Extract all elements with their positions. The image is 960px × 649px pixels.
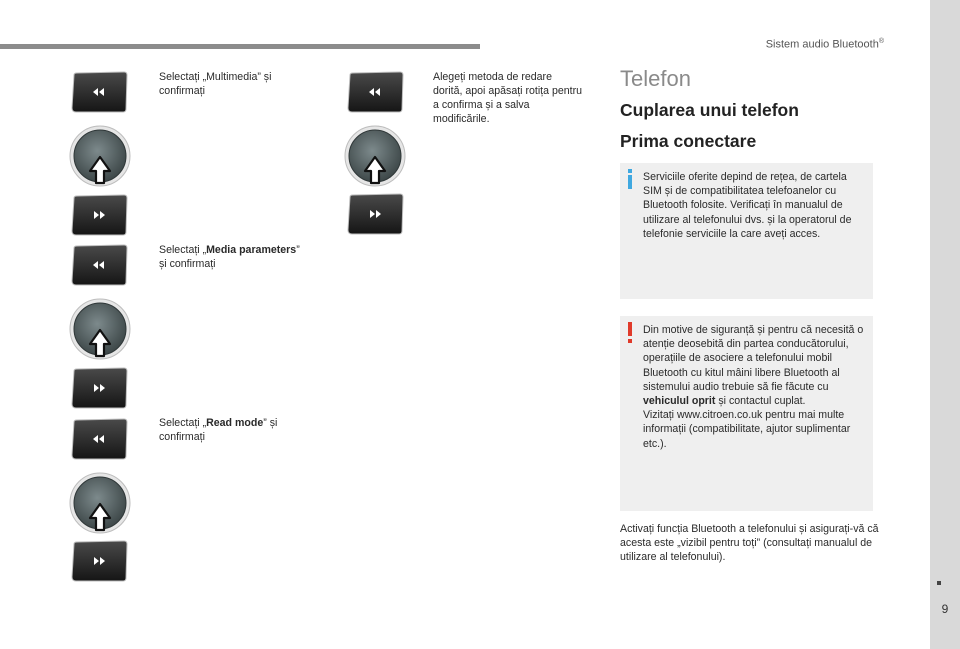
step-read-mode: Selectați „Read mode” și confirmați bbox=[159, 417, 278, 443]
header-rule bbox=[0, 44, 480, 49]
continuation-marker bbox=[937, 581, 941, 585]
page-number: 9 bbox=[941, 602, 949, 616]
info-note bbox=[620, 163, 873, 299]
warning-note-text: Din motive de siguranță și pentru că necesită o atenție deosebită din partea conducătorului, operațiile de asociere a telefonului mobil Bluetooth cu kitul mâini libere Bluetooth al sistemului audio trebuie să fie făcute cu vehiculul oprit și contactul cuplat. Vizitați www.citroen.co.uk pentru mai multe informații (compatibilitate, ajutor suplimentar etc.). bbox=[643, 324, 864, 450]
fast-forward-button-icon bbox=[70, 194, 128, 236]
fast-forward-button-icon bbox=[70, 367, 128, 409]
heading-pairing: Cuplarea unui telefon bbox=[620, 100, 799, 120]
fast-forward-button-icon bbox=[346, 193, 404, 235]
warning-note bbox=[620, 316, 873, 511]
rewind-button-icon bbox=[70, 418, 128, 460]
info-icon bbox=[628, 175, 632, 189]
rewind-button-icon bbox=[346, 71, 404, 113]
section-title: Telefon bbox=[620, 66, 691, 91]
rotary-knob-press-icon bbox=[344, 125, 406, 187]
step-multimedia: Selectați „Multimedia” și confirmați bbox=[159, 71, 272, 97]
step-media-parameters: Selectați „Media parameters” și confirmați bbox=[159, 244, 300, 270]
info-note-text: Serviciile oferite depind de rețea, de cartela SIM și de compatibilitatea telefoanelor cu Bluetooth folosite. Verificați în manualul de utilizare al telefonului dvs. și la operatorul de telefonie serviciile la care aveți acces. bbox=[643, 171, 852, 240]
warning-icon bbox=[628, 322, 632, 336]
fast-forward-button-icon bbox=[70, 540, 128, 582]
header-title: Sistem audio Bluetooth® bbox=[765, 38, 884, 51]
heading-first-connection: Prima conectare bbox=[620, 131, 757, 151]
page-edge-strip bbox=[930, 0, 960, 649]
rewind-button-icon bbox=[70, 71, 128, 113]
step-choose-mode: Alegeți metoda de redare dorită, apoi apăsați rotița pentru a confirma și a salva modificările. bbox=[433, 71, 582, 125]
rotary-knob-press-icon bbox=[69, 472, 131, 534]
rewind-button-icon bbox=[70, 244, 128, 286]
rotary-knob-press-icon bbox=[69, 125, 131, 187]
bluetooth-instruction: Activați funcția Bluetooth a telefonului și asigurați-vă că acesta este „vizibil pentru toți” (consultați manualul de utilizare al telefonului). bbox=[620, 523, 879, 564]
rotary-knob-press-icon bbox=[69, 298, 131, 360]
